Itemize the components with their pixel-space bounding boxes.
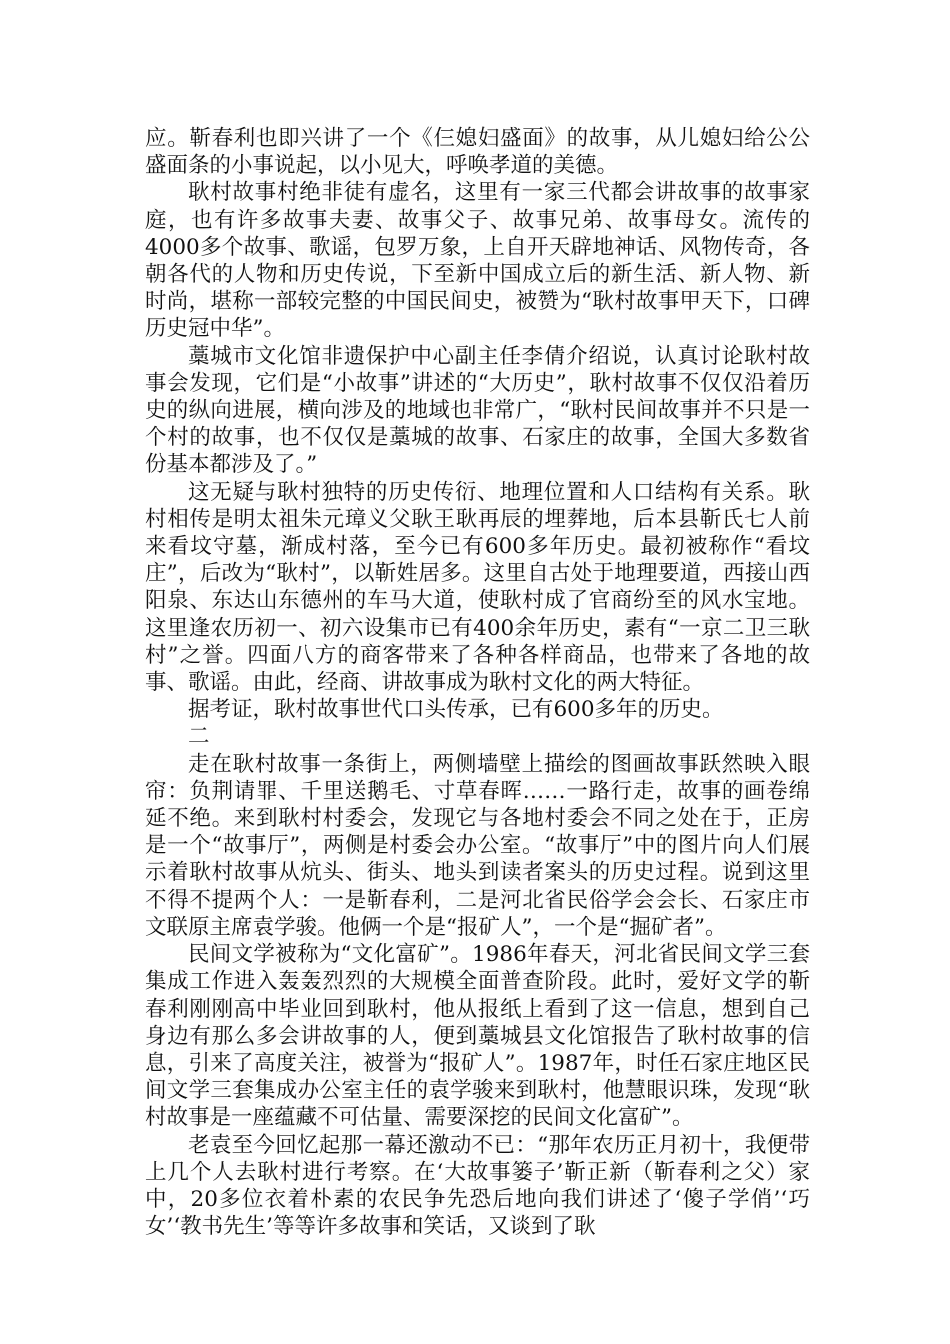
paragraph-600-years: 据考证，耿村故事世代口头传承，已有600多年的历史。 bbox=[188, 697, 724, 723]
paragraph-history-geography: 这无疑与耿村独特的历史传衍、地理位置和人口结构有关系。耿村相传是明太祖朱元璋义父耿王耿再辰的埋葬地，后本县靳氏七人前来看坟守墓，渐成村落，至今已有600多年历史。最初被称作“看坟庄”，后改为“耿村”，以靳姓居多。这里自古处于地理要道，西接山西阳泉、东达山东德州的车马大道，使耿村成了官商纷至的风水宝地。这里逢农历初一、初六设集市已有400余年历史，素有“一京二卫三耿村”之誉。四面八方的商客带来了各种各样商品，也带来了各地的故事、歌谣。由此，经商、讲故事成为耿村文化的两大特征。 bbox=[145, 479, 811, 696]
section-number: 二 bbox=[188, 724, 210, 750]
paragraph-cultural-mine: 民间文学被称为“文化富矿”。1986年春天，河北省民间文学三套集成工作进入轰轰烈烈的大规模全面普查阶段。此时，爱好文学的靳春利刚刚高中毕业回到耿村，他从报纸上看到了这一信息，想到自己身边有那么多会讲故事的人，便到藁城县文化馆报告了耿村故事的信息，引来了高度关注，被誉为“报矿人”。1987年，时任石家庄地区民间文学三套集成办公室主任的袁学骏来到耿村，他慧眼识珠，发现“耿村故事是一座蕴藏不可估量、需要深挖的民间文化富矿”。 bbox=[145, 942, 810, 1131]
paragraph-story-street: 走在耿村故事一条街上，两侧墙壁上描绘的图画故事跃然映入眼帘：负荆请罪、千里送鹅毛、寸草春晖……一路行走，故事的画卷绵延不绝。来到耿村村委会，发现它与各地村委会不同之处在于，正房是一个“故事厅”，两侧是村委会办公室。“故事厅”中的图片向人们展示着耿村故事从炕头、街头、地头到读者案头的历史过程。说到这里不得不提两个人：一是靳春利，二是河北省民俗学会会长、石家庄市文联原主席袁学骏。他俩一个是“报矿人”，一个是“掘矿者”。 bbox=[145, 751, 810, 940]
paragraph-lao-yuan-memory: 老袁至今回忆起那一幕还激动不已：“那年农历正月初十，我便带上几个人去耿村进行考察。在‘大故事篓子’靳正新（靳春利之父）家中，20多位衣着朴素的农民争先恐后地向我们讲述了‘傻子学俏’‘巧女’‘教书先生’等等许多故事和笑话，又谈到了耿 bbox=[145, 1132, 810, 1240]
paragraph-liqian-intro: 藁城市文化馆非遗保护中心副主任李倩介绍说，认真讨论耿村故事会发现，它们是“小故事”讲述的“大历史”，耿村故事不仅仅沿着历史的纵向进展，横向涉及的地域也非常广，“耿村民间故事并不只是一个村的故事，也不仅仅是藁城的故事、石家庄的故事，全国大多数省份基本都涉及了。” bbox=[145, 343, 810, 478]
paragraph-gengcun-reputation: 耿村故事村绝非徒有虚名，这里有一家三代都会讲故事的故事家庭，也有许多故事夫妻、故事父子、故事兄弟、故事母女。流传的4000多个故事、歌谣，包罗万象，上自开天辟地神话、风物传奇，各朝各代的人物和历史传说，下至新中国成立后的新生活、新人物、新时尚，堪称一部较完整的中国民间史，被赞为“耿村故事甲天下，口碑历史冠中华”。 bbox=[145, 180, 810, 342]
document-body bbox=[145, 125, 810, 1240]
paragraph-continuation: 应。靳春利也即兴讲了一个《仨媳妇盛面》的故事，从儿媳妇给公公盛面条的小事说起，以小见大，呼唤孝道的美德。 bbox=[145, 126, 810, 179]
